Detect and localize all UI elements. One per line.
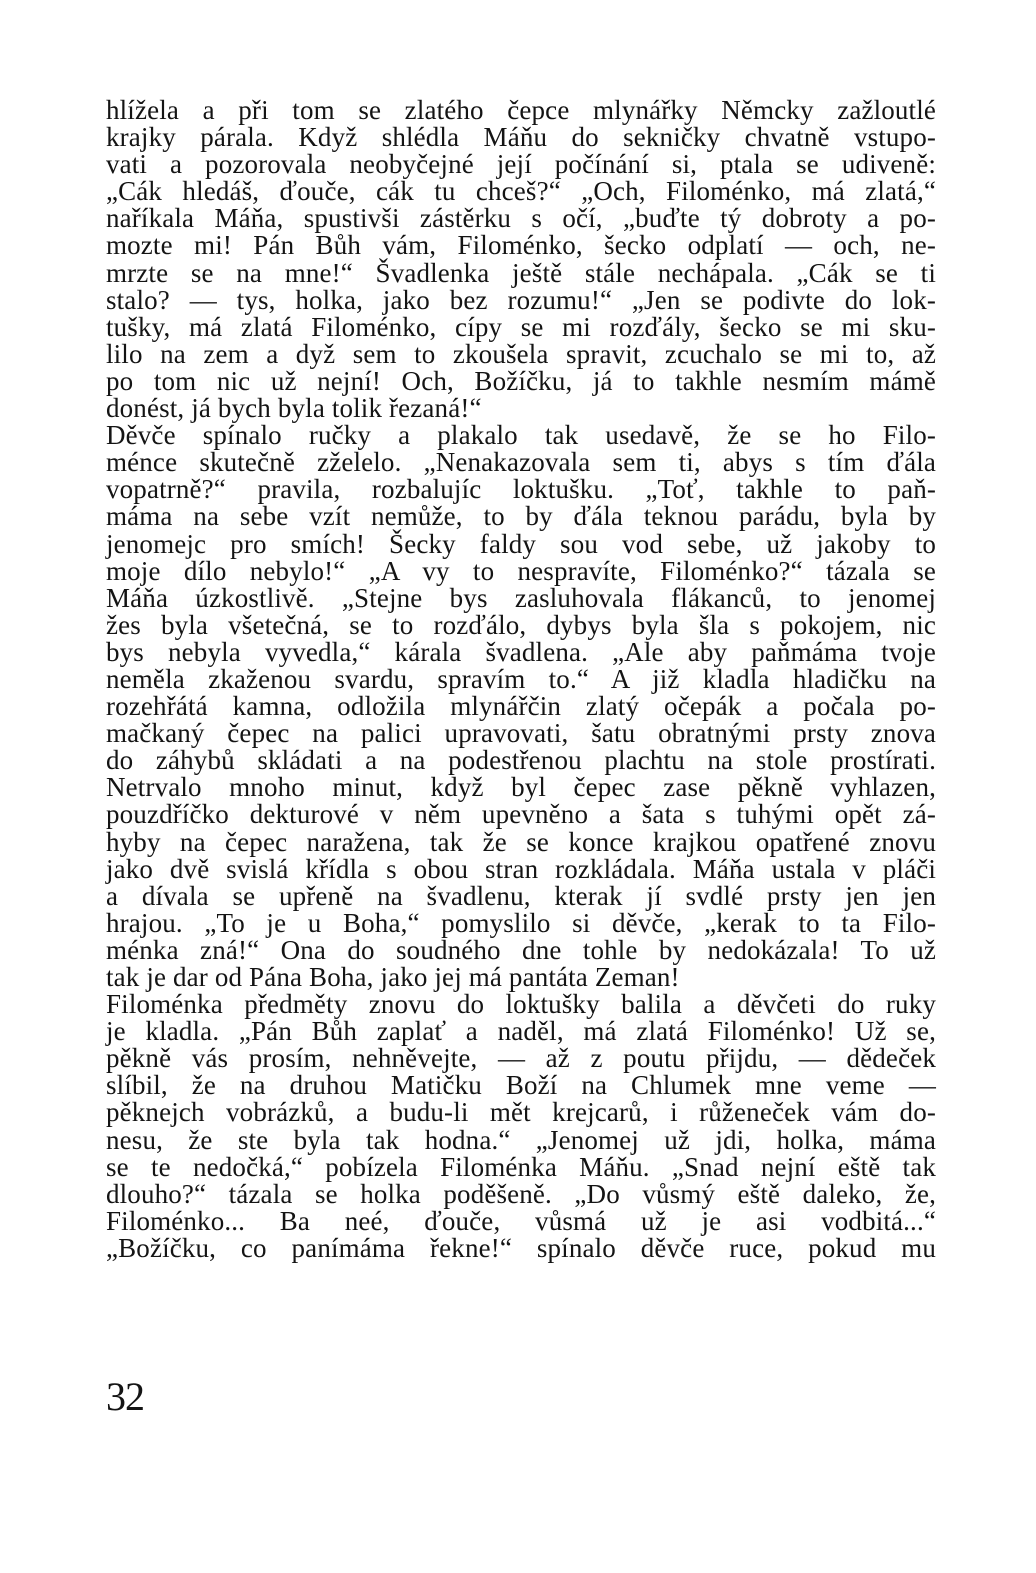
text-line: hyby na čepec naražena, tak že se konce krajkou opatřené znovu: [106, 826, 936, 857]
page-number: 32: [106, 1374, 144, 1419]
text-line: Filoménka předměty znovu do loktušky balila a děvčeti do ruky: [106, 989, 936, 1020]
text-line: Filoménko... Ba neé, ďouče, vůsmá už je asi vodbitá...“: [106, 1205, 936, 1236]
text-line: máma na sebe vzít nemůže, to by ďála teknou parádu, byla by: [106, 501, 936, 532]
text-line: naříkala Máňa, spustivši zástěrku s očí, „buďte tý dobroty a po-: [106, 203, 936, 234]
text-line: hrajou. „To je u Boha,“ pomyslilo si děvče, „kerak to ta Filo-: [106, 907, 936, 938]
text-line: žes byla všetečná, se to rozďálo, dybys byla šla s pokojem, nic: [106, 609, 936, 640]
text-line: je kladla. „Pán Bůh zaplať a naděl, má zlatá Filoménko! Už se,: [106, 1016, 936, 1047]
text-line: Máňa úzkostlivě. „Stejne bys zasluhovala flákanců, to jenomej: [106, 582, 936, 613]
text-line: po tom nic už nejní! Och, Božíčku, já to takhle nesmím mámě: [106, 365, 936, 396]
text-line: a dívala se upřeně na švadlenu, kterak jí svdlé prsty jen jen: [106, 880, 936, 911]
text-line: lilo na zem a dyž sem to zkoušela spravit, zcuchalo se mi to, až: [106, 338, 936, 369]
text-line: mačkaný čepec na palici upravovati, šatu obratnými prsty znova: [106, 718, 936, 749]
text-line: ménce skutečně zželelo. „Nenakazovala sem ti, abys s tím ďála: [106, 447, 936, 478]
text-line: moje dílo nebylo!“ „A vy to nespravíte, Filoménko?“ tázala se: [106, 555, 936, 586]
text-line: „Cák hledáš, ďouče, cák tu chceš?“ „Och, Filoménko, má zlatá,“: [106, 176, 936, 207]
text-line: pouzdříčko dekturové v něm upevněno a šata s tuhými opět zá-: [106, 799, 936, 830]
body-text: [106, 97, 936, 1262]
text-line: jako dvě svislá křídla s obou stran rozkládala. Máňa ustala v pláči: [106, 853, 936, 884]
text-line: se te nedočká,“ pobízela Filoménka Máňu. „Snad nejní eště tak: [106, 1151, 936, 1182]
text-line: mozte mi! Pán Bůh vám, Filoménko, šecko odplatí — och, ne-: [106, 230, 936, 261]
text-line: jenomejc pro smích! Šecky faldy sou vod sebe, už jakoby to: [106, 528, 936, 559]
text-line: dlouho?“ tázala se holka poděšeně. „Do vůsmý eště daleko, že,: [106, 1178, 936, 1209]
text-line: „Božíčku, co panímáma řekne!“ spínalo děvče ruce, pokud mu: [106, 1232, 936, 1263]
text-line: neměla zkaženou svardu, spravím to.“ A již kladla hladičku na: [106, 663, 936, 694]
text-line: rozehřátá kamna, odložila mlynářčin zlatý očepák a počala po-: [106, 691, 936, 722]
text-line: mrzte se na mne!“ Švadlenka ještě stále nechápala. „Cák se ti: [106, 257, 936, 288]
text-line: bys nebyla vyvedla,“ kárala švadlena. „Ale aby paňmáma tvoje: [106, 636, 936, 667]
text-line: hlížela a při tom se zlatého čepce mlynářky Němcky zažloutlé: [106, 95, 936, 125]
text-line: pěkně vás prosím, nehněvejte, — až z poutu přijdu, — dědeček: [106, 1043, 936, 1074]
text-line: tušky, má zlatá Filoménko, cípy se mi rozďály, šecko se mi sku-: [106, 311, 936, 342]
text-line: donést, já bych byla tolik řezaná!“: [106, 393, 482, 424]
text-line: vopatrně?“ pravila, rozbalujíc loktušku. „Toť, takhle to paň-: [106, 474, 936, 505]
text-line: nesu, že ste byla tak hodna.“ „Jenomej už jdi, holka, máma: [106, 1124, 936, 1155]
text-line: stalo? — tys, holka, jako bez rozumu!“ „Jen se podivte do lok-: [106, 284, 936, 315]
text-line: slíbil, že na druhou Matičku Boží na Chlumek mne veme —: [106, 1070, 936, 1101]
text-line: Děvče spínalo ručky a plakalo tak usedavě, že se ho Filo-: [106, 420, 936, 451]
text-line: vati a pozorovala neobyčejné její počínání si, ptala se udiveně:: [106, 149, 936, 180]
text-line: tak je dar od Pána Boha, jako jej má pantáta Zeman!: [106, 962, 680, 992]
text-line: pěknejch vobrázků, a budu-li mět krejcarů, i růženeček vám do-: [106, 1097, 936, 1128]
text-line: ménka zná!“ Ona do soudného dne tohle by nedokázala! To už: [106, 934, 936, 965]
text-line: krajky párala. Když shlédla Máňu do sekničky chvatně vstupo-: [106, 122, 936, 153]
text-line: do záhybů skládati a na podestřenou plachtu na stole prostírati.: [106, 745, 936, 776]
text-line: Netrvalo mnoho minut, když byl čepec zase pěkně vyhlazen,: [106, 772, 936, 803]
